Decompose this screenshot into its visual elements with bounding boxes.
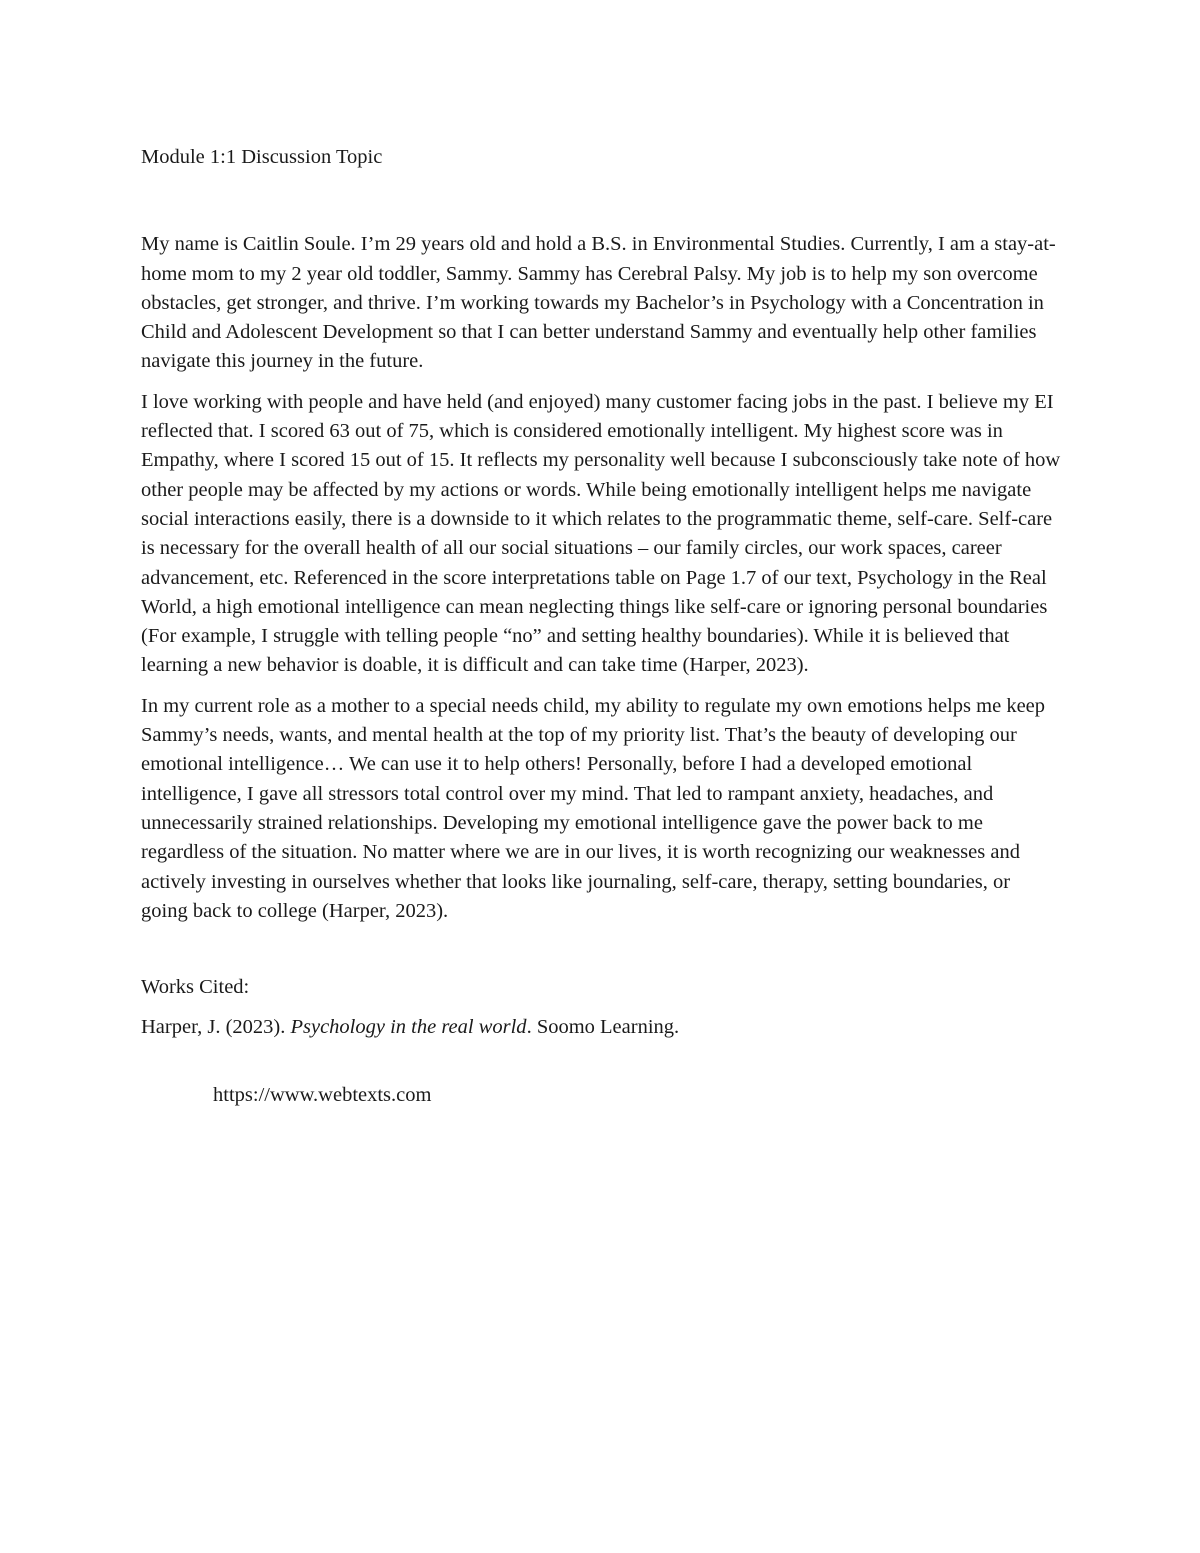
citation-publisher: . Soomo Learning. [526, 1016, 680, 1039]
works-cited-heading: Works Cited: [141, 976, 250, 999]
paragraph-emotional-intelligence: I love working with people and have held (and enjoyed) many customer facing jobs in the past. I believe my EI reflected that. I scored 63 out of 75, which is considered emotionally intelligent. My highest score was in Empathy, where I scored 15 out of 15. It reflects my personality well because I subconsciously take note of how other people may be affected by my actions or words. While being emotionally intelligent helps me navigate social interactions easily, there is a downside to it which relates to the programmatic theme, self-care. Self-care is necessary for the overall health of all our social situations – our family circles, our work spaces, career advancement, etc. Referenced in the score interpretations table on Page 1.7 of our text, Psychology in the Real World, a high emotional intelligence can mean neglecting things like self-care or ignoring personal boundaries (For example, I struggle with telling people “no” and setting healthy boundaries). While it is believed that learning a new behavior is doable, it is difficult and can take time (Harper, 2023). [141, 390, 1061, 677]
citation-author: Harper, J. (2023). [141, 1016, 291, 1039]
citation-title: Psychology in the real world [290, 1016, 527, 1039]
paragraph-current-role: In my current role as a mother to a special needs child, my ability to regulate my own emotions helps me keep Sammy’s needs, wants, and mental health at the top of my priority list. That’s the beauty of developing our emotional intelligence… We can use it to help others! Personally, before I had a developed emotional intelligence, I gave all stressors total control over my mind. That led to rampant anxiety, headaches, and unnecessarily strained relationships. Developing my emotional intelligence gave the power back to me regardless of the situation. No matter where we are in our lives, it is worth recognizing our weaknesses and actively investing in ourselves whether that looks like journaling, self-care, therapy, setting boundaries, or going back to college (Harper, 2023). [141, 694, 1046, 922]
document-title: Module 1:1 Discussion Topic [141, 146, 383, 168]
paragraph-introduction: My name is Caitlin Soule. I’m 29 years old and hold a B.S. in Environmental Studies. Currently, I am a stay-at-home mom to my 2 year old toddler, Sammy. Sammy has Cerebral Palsy. My job is to help my son overcome obstacles, get stronger, and thrive. I’m working towards my Bachelor’s in Psychology with a Concentration in Child and Adolescent Development so that I can better understand Sammy and eventually help other families navigate this journey in the future. [141, 233, 1056, 373]
citation-url: https://www.webtexts.com [213, 1083, 432, 1106]
citation-entry [141, 1013, 1061, 1042]
document-body [141, 143, 1061, 1110]
